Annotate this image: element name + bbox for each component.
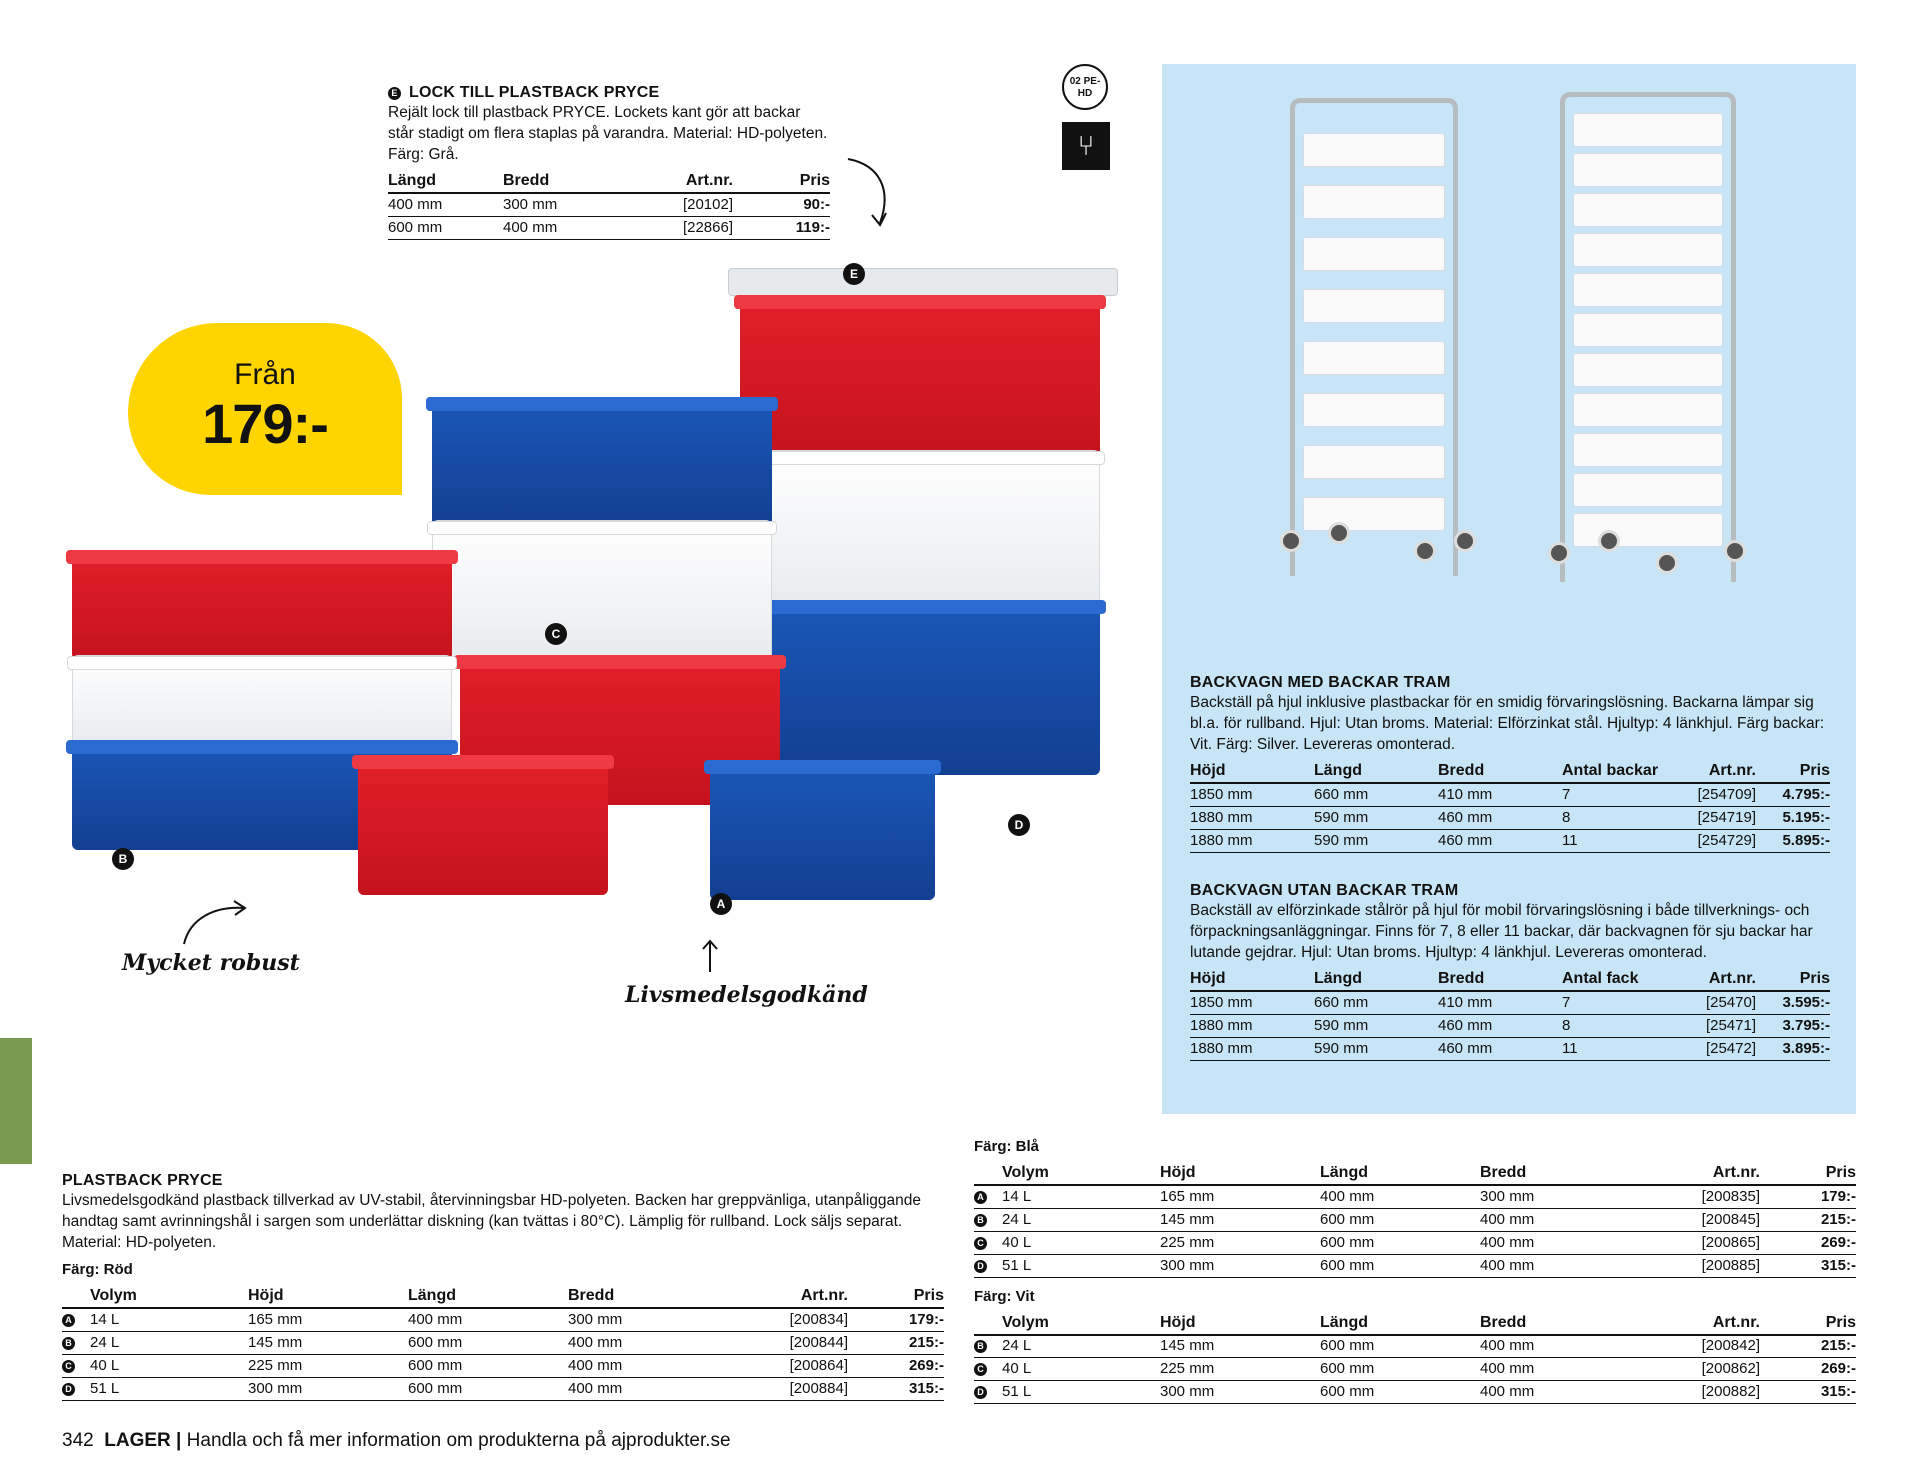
col-price: Pris — [1756, 761, 1830, 783]
price-from-label: Från — [234, 358, 296, 391]
cell: 3.795:- — [1756, 1014, 1830, 1037]
marker-c-icon: C — [62, 1360, 75, 1373]
cell: 215:- — [1760, 1208, 1856, 1231]
col-artnr: Art.nr. — [1672, 969, 1756, 991]
cell: 24 L — [90, 1331, 248, 1354]
lid-header-width: Bredd — [503, 171, 633, 193]
cell: 40 L — [1002, 1358, 1160, 1381]
trolley-with-boxes-description: Backställ på hjul inklusive plastbackar för en smidig förvaringslösning. Backarna lämpar sig bl.a. för rullband. Hjul: Utan broms. Material: Elförzinkat stål. Hjultyp: 4 länkhjul. Färg backar: Vit. Färg: Silver. Levereras omonterad. — [1190, 694, 1825, 753]
cell: 145 mm — [1160, 1208, 1320, 1231]
plastback-title: PLASTBACK PRYCE — [62, 1172, 223, 1189]
cell: 400 mm — [568, 1354, 718, 1377]
handnote-food: Livsmedelsgodkänd — [625, 982, 868, 1008]
col-width: Bredd — [1438, 969, 1562, 991]
recycle-02-pe-hd-icon — [1062, 64, 1108, 110]
cell: [22866] — [633, 216, 733, 239]
marker-b: B — [112, 848, 134, 870]
red-box-image — [740, 295, 1100, 460]
cell: 315:- — [1760, 1254, 1856, 1277]
trolley-panel — [1162, 64, 1856, 1114]
cell: 215:- — [848, 1331, 944, 1354]
cell: 40 L — [1002, 1231, 1160, 1254]
cell: [200842] — [1630, 1335, 1760, 1358]
col-artnr: Art.nr. — [1630, 1313, 1760, 1335]
cell: 145 mm — [248, 1331, 408, 1354]
cell: 5.895:- — [1756, 829, 1830, 852]
cell: 3.595:- — [1756, 991, 1830, 1014]
cell: 590 mm — [1314, 829, 1438, 852]
cell: 1850 mm — [1190, 783, 1314, 806]
cell: 179:- — [848, 1308, 944, 1331]
cell: 145 mm — [1160, 1335, 1320, 1358]
cell: 225 mm — [1160, 1358, 1320, 1381]
cell: [200864] — [718, 1354, 848, 1377]
col-count: Antal backar — [1562, 761, 1672, 783]
page-number: 342 — [62, 1430, 94, 1451]
table-row — [1190, 783, 1830, 806]
marker-a-icon: A — [974, 1191, 987, 1204]
plastback-blue-table — [974, 1163, 1856, 1278]
marker-d-icon: D — [974, 1386, 987, 1399]
cell: 400 mm — [408, 1308, 568, 1331]
col-length: Längd — [1314, 761, 1438, 783]
marker-d-icon: D — [974, 1260, 987, 1273]
cell: 300 mm — [248, 1377, 408, 1400]
table-row — [1190, 1014, 1830, 1037]
cell: 1880 mm — [1190, 806, 1314, 829]
col-width: Bredd — [1438, 761, 1562, 783]
cell: 460 mm — [1438, 806, 1562, 829]
marker-c-icon: C — [974, 1237, 987, 1250]
cell: [200865] — [1630, 1231, 1760, 1254]
col-height: Höjd — [248, 1286, 408, 1308]
table-row — [974, 1381, 1856, 1404]
cell: 11 — [1562, 829, 1672, 852]
cell: [200834] — [718, 1308, 848, 1331]
cell: 14 L — [90, 1308, 248, 1331]
lid-image — [728, 268, 1118, 296]
table-row — [974, 1358, 1856, 1381]
cell: 400 mm — [1480, 1254, 1630, 1277]
marker-b-icon: B — [974, 1214, 987, 1227]
cell: 51 L — [90, 1377, 248, 1400]
cell: [254719] — [1672, 806, 1756, 829]
food-safe-glass-fork-icon: ⑂ — [1062, 122, 1110, 170]
cell: 300 mm — [1480, 1185, 1630, 1208]
cell: 400 mm — [388, 193, 503, 216]
cell: 179:- — [1760, 1185, 1856, 1208]
cell: 660 mm — [1314, 783, 1438, 806]
table-row — [1190, 1037, 1830, 1060]
cell: 40 L — [90, 1354, 248, 1377]
lid-header-artnr: Art.nr. — [633, 171, 733, 193]
handnote-robust: Mycket robust — [122, 950, 300, 976]
white-box-image — [432, 520, 772, 660]
cell: 11 — [1562, 1037, 1672, 1060]
col-length: Längd — [408, 1286, 568, 1308]
cell: 1850 mm — [1190, 991, 1314, 1014]
col-width: Bredd — [1480, 1163, 1630, 1185]
cell: 660 mm — [1314, 991, 1438, 1014]
marker-b-icon: B — [62, 1337, 75, 1350]
footer-link-text[interactable]: Handla och få mer information om produkterna på ajprodukter.se — [186, 1430, 731, 1451]
col-height: Höjd — [1190, 969, 1314, 991]
cell: [200862] — [1630, 1358, 1760, 1381]
cell: 600 mm — [408, 1331, 568, 1354]
cell: 600 mm — [408, 1377, 568, 1400]
table-row — [62, 1308, 944, 1331]
trolley-image — [1290, 98, 1458, 576]
small-red-box-image — [358, 755, 608, 895]
marker-a: A — [710, 893, 732, 915]
lid-header-length: Längd — [388, 171, 503, 193]
col-count: Antal fack — [1562, 969, 1672, 991]
trolley-image — [1560, 92, 1736, 582]
plastback-white-table — [974, 1313, 1856, 1405]
trolley-with-boxes-title: BACKVAGN MED BACKAR TRAM — [1190, 674, 1451, 691]
cell: 269:- — [1760, 1358, 1856, 1381]
table-row — [388, 216, 830, 239]
cell: 119:- — [733, 216, 830, 239]
table-row — [974, 1335, 1856, 1358]
cell: 14 L — [1002, 1185, 1160, 1208]
marker-b-icon: B — [974, 1340, 987, 1353]
cell: 300 mm — [503, 193, 633, 216]
cell: 3.895:- — [1756, 1037, 1830, 1060]
col-height: Höjd — [1190, 761, 1314, 783]
cell: [200884] — [718, 1377, 848, 1400]
lid-title — [388, 84, 830, 102]
col-price: Pris — [1756, 969, 1830, 991]
color-label-blue: Färg: Blå — [974, 1138, 1040, 1155]
recycle-icon-text: 02 PE-HD — [1069, 76, 1101, 99]
cell: 7 — [1562, 783, 1672, 806]
cell: 7 — [1562, 991, 1672, 1014]
cell: 1880 mm — [1190, 1037, 1314, 1060]
arrow-icon — [180, 898, 250, 948]
cell: 1880 mm — [1190, 1014, 1314, 1037]
white-box-image — [72, 655, 452, 747]
col-volume: Volym — [1002, 1163, 1160, 1185]
cell: 600 mm — [1320, 1335, 1480, 1358]
cell: [200882] — [1630, 1381, 1760, 1404]
color-label-red: Färg: Röd — [62, 1261, 133, 1278]
cell: 315:- — [1760, 1381, 1856, 1404]
cell: 590 mm — [1314, 1014, 1438, 1037]
cell: 410 mm — [1438, 991, 1562, 1014]
arrow-icon — [840, 155, 900, 230]
cell: 8 — [1562, 1014, 1672, 1037]
col-length: Längd — [1314, 969, 1438, 991]
plastback-blue-section — [974, 1138, 1856, 1404]
table-row — [62, 1354, 944, 1377]
cell: 269:- — [1760, 1231, 1856, 1254]
cell: 225 mm — [1160, 1231, 1320, 1254]
table-row — [1190, 991, 1830, 1014]
price-badge — [128, 323, 402, 495]
trolley-with-boxes-table — [1190, 761, 1830, 853]
trolley-with-boxes-section — [1190, 674, 1830, 853]
trolley-without-boxes-section — [1190, 882, 1830, 1061]
cell: 24 L — [1002, 1335, 1160, 1358]
cell: 600 mm — [1320, 1208, 1480, 1231]
marker-e-icon: E — [388, 87, 401, 100]
cell: 300 mm — [568, 1308, 718, 1331]
cell: [200885] — [1630, 1254, 1760, 1277]
cell: 400 mm — [1480, 1208, 1630, 1231]
col-width: Bredd — [568, 1286, 718, 1308]
cell: [254709] — [1672, 783, 1756, 806]
table-row — [62, 1377, 944, 1400]
cell: 400 mm — [1320, 1185, 1480, 1208]
col-artnr: Art.nr. — [718, 1286, 848, 1308]
trolley-without-boxes-table — [1190, 969, 1830, 1061]
cell: 600 mm — [1320, 1231, 1480, 1254]
blue-box-image — [740, 600, 1100, 775]
cell: 8 — [1562, 806, 1672, 829]
cell: 600 mm — [408, 1354, 568, 1377]
col-volume: Volym — [1002, 1313, 1160, 1335]
cell: 400 mm — [1480, 1381, 1630, 1404]
cell: 5.195:- — [1756, 806, 1830, 829]
table-row — [974, 1185, 1856, 1208]
marker-c: C — [545, 623, 567, 645]
cell: [20102] — [633, 193, 733, 216]
blue-box-image — [432, 397, 772, 527]
white-box-image — [740, 450, 1100, 610]
cell: [25470] — [1672, 991, 1756, 1014]
col-height: Höjd — [1160, 1313, 1320, 1335]
cell: 460 mm — [1438, 1014, 1562, 1037]
cell: 51 L — [1002, 1254, 1160, 1277]
col-price: Pris — [848, 1286, 944, 1308]
marker-d: D — [1008, 814, 1030, 836]
color-label-white: Färg: Vit — [974, 1287, 1035, 1305]
cell: 269:- — [848, 1354, 944, 1377]
cell: 460 mm — [1438, 829, 1562, 852]
trolley-without-boxes-description: Backställ av elförzinkade stålrör på hjul för mobil förvaringslösning i både tillverknings- och förpackningsanläggningar. Finns för 7, 8 eller 11 backar, där backvagnen för sju backar har lutande gejdrar. Hjul: Utan broms. Hjultyp: 4 länkhjul. Levereras omonterad. — [1190, 902, 1813, 961]
col-artnr: Art.nr. — [1672, 761, 1756, 783]
plastback-red-table — [62, 1286, 944, 1401]
col-volume: Volym — [90, 1286, 248, 1308]
price-value: 179:- — [202, 392, 328, 455]
cell: 400 mm — [568, 1331, 718, 1354]
cell: 300 mm — [1160, 1254, 1320, 1277]
cell: 51 L — [1002, 1381, 1160, 1404]
cell: [200845] — [1630, 1208, 1760, 1231]
plastback-section — [62, 1172, 944, 1401]
marker-c-icon: C — [974, 1363, 987, 1376]
cell: [25472] — [1672, 1037, 1756, 1060]
table-row — [388, 193, 830, 216]
cell: 400 mm — [568, 1377, 718, 1400]
cell: 315:- — [848, 1377, 944, 1400]
marker-d-icon: D — [62, 1383, 75, 1396]
table-row — [974, 1254, 1856, 1277]
page-footer — [62, 1430, 731, 1452]
lid-section — [388, 84, 830, 240]
col-width: Bredd — [1480, 1313, 1630, 1335]
table-row — [1190, 806, 1830, 829]
col-price: Pris — [1760, 1313, 1856, 1335]
cell: 165 mm — [248, 1308, 408, 1331]
cell: 590 mm — [1314, 1037, 1438, 1060]
cell: [25471] — [1672, 1014, 1756, 1037]
cell: 300 mm — [1160, 1381, 1320, 1404]
cell: 600 mm — [388, 216, 503, 239]
marker-a-icon: A — [62, 1314, 75, 1327]
table-row — [974, 1208, 1856, 1231]
cell: 215:- — [1760, 1335, 1856, 1358]
small-blue-box-image — [710, 760, 935, 900]
footer-category: LAGER | — [104, 1430, 182, 1451]
red-box-image — [72, 550, 452, 660]
cell: 1880 mm — [1190, 829, 1314, 852]
col-height: Höjd — [1160, 1163, 1320, 1185]
lid-description: Rejält lock till plastback PRYCE. Lockets kant gör att backar står stadigt om flera staplas på varandra. Material: HD-polyeten. Färg: Grå. — [388, 104, 828, 163]
col-artnr: Art.nr. — [1630, 1163, 1760, 1185]
cell: 460 mm — [1438, 1037, 1562, 1060]
cell: 600 mm — [1320, 1358, 1480, 1381]
cell: 24 L — [1002, 1208, 1160, 1231]
cell: 400 mm — [1480, 1335, 1630, 1358]
trolley-without-boxes-title: BACKVAGN UTAN BACKAR TRAM — [1190, 882, 1459, 899]
cell: 165 mm — [1160, 1185, 1320, 1208]
cell: [200835] — [1630, 1185, 1760, 1208]
cell: 90:- — [733, 193, 830, 216]
plastback-description: Livsmedelsgodkänd plastback tillverkad av UV-stabil, återvinningsbar HD-polyeten. Backen har greppvänliga, utanpåliggande handtag samt avrinningshål i sargen som underlättar diskning (kan tvättas i 80°C). Lämplig för rullband. Lock säljs separat. Material: HD-polyeten. — [62, 1192, 922, 1251]
cell: 600 mm — [1320, 1381, 1480, 1404]
cell: [254729] — [1672, 829, 1756, 852]
lid-title-text: LOCK TILL PLASTBACK PRYCE — [409, 84, 660, 101]
lid-header-price: Pris — [733, 171, 830, 193]
table-row — [1190, 829, 1830, 852]
col-price: Pris — [1760, 1163, 1856, 1185]
cell: 600 mm — [1320, 1254, 1480, 1277]
col-length: Längd — [1320, 1313, 1480, 1335]
cell: 400 mm — [1480, 1231, 1630, 1254]
cell: 410 mm — [1438, 783, 1562, 806]
marker-e: E — [843, 263, 865, 285]
cell: 590 mm — [1314, 806, 1438, 829]
col-length: Längd — [1320, 1163, 1480, 1185]
cell: 400 mm — [503, 216, 633, 239]
lid-table — [388, 171, 830, 240]
chapter-tab — [0, 1038, 32, 1164]
cell: 400 mm — [1480, 1358, 1630, 1381]
cell: [200844] — [718, 1331, 848, 1354]
table-row — [974, 1231, 1856, 1254]
arrow-icon — [698, 938, 722, 974]
cell: 4.795:- — [1756, 783, 1830, 806]
cell: 225 mm — [248, 1354, 408, 1377]
table-row — [62, 1331, 944, 1354]
